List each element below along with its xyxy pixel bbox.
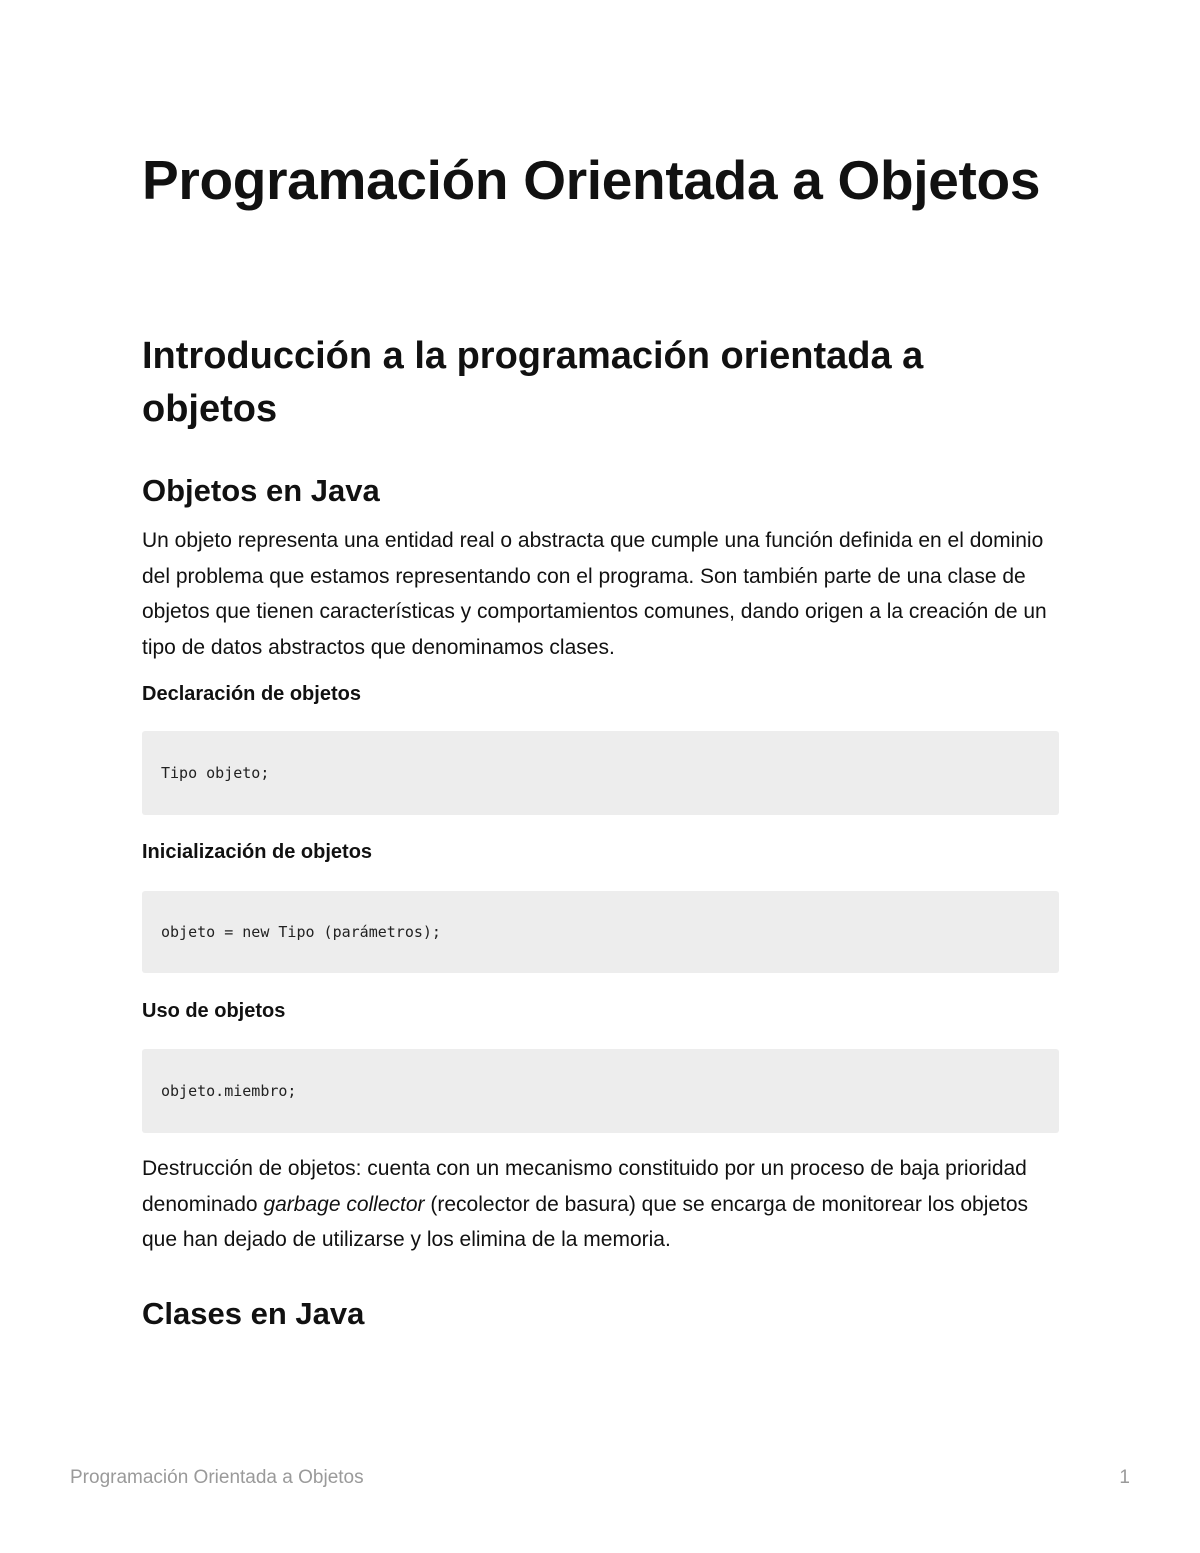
initialization-heading: Inicialización de objetos: [142, 841, 373, 863]
destruction-text-after: (recolector de basura) que se encarga de monitorear los objetos que han dejado de utilizarse y los elimina de la memoria.: [142, 1192, 1029, 1251]
page-footer: [70, 1466, 1130, 1490]
initialization-code-block: [142, 891, 1059, 973]
initialization-code: objeto = new Tipo (parámetros);: [161, 923, 441, 941]
garbage-collector-term: garbage collector: [263, 1192, 425, 1216]
footer-title: Programación Orientada a Objetos: [70, 1467, 364, 1488]
classes-heading: Clases en Java: [142, 1296, 365, 1331]
declaration-code: Tipo objeto;: [161, 764, 270, 782]
declaration-code-block: [142, 731, 1059, 815]
usage-code-block: [142, 1049, 1059, 1133]
destruction-text-before: Destrucción de objetos: cuenta con un mecanismo constituido por un proceso de baja prioridad denominado: [142, 1157, 1027, 1216]
page-number: 1: [1119, 1467, 1130, 1488]
declaration-heading: Declaración de objetos: [142, 683, 361, 705]
usage-code: objeto.miembro;: [161, 1082, 297, 1100]
section-title: Introducción a la programación orientada a objetos: [142, 335, 924, 430]
objects-heading: Objetos en Java: [142, 473, 380, 508]
destruction-paragraph: [142, 1151, 1059, 1258]
document-title: Programación Orientada a Objetos: [142, 149, 1041, 211]
objects-intro-paragraph: Un objeto representa una entidad real o abstracta que cumple una función definida en el dominio del problema que estamos representando con el programa. Son también parte de una clase de objetos que tienen características y comportamientos comunes, dando origen a la creación de un tipo de datos abstractos que denominamos clases.: [142, 529, 1047, 659]
usage-heading: Uso de objetos: [142, 1000, 286, 1022]
